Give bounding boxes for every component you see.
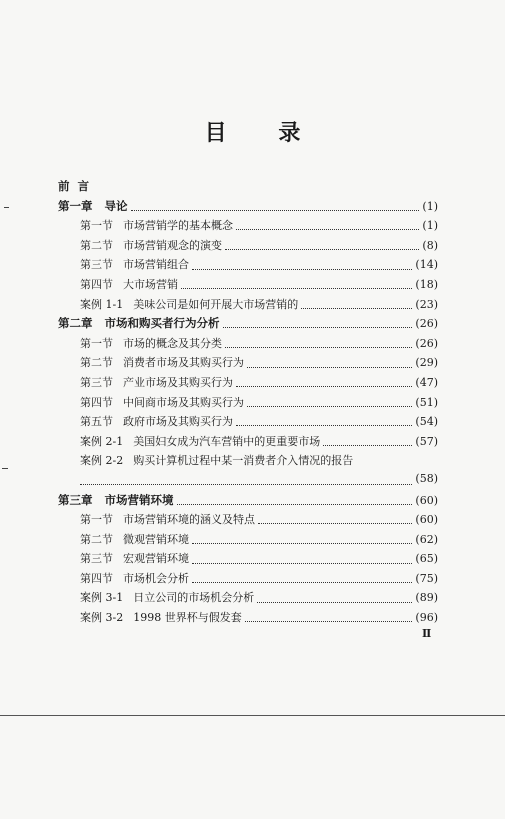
- toc-entry-row[interactable]: [58, 511, 438, 531]
- toc-entry-title: 产业市场及其购买行为: [123, 375, 233, 389]
- toc-entry-title: 市场营销学的基本概念: [123, 219, 233, 233]
- toc-entry-title: 购买计算机过程中某一消费者介入情况的报告: [133, 454, 354, 468]
- toc-page-number: (62): [415, 532, 438, 546]
- toc-entry-label: 第四节: [80, 277, 113, 291]
- toc-title: 目 录: [204, 120, 323, 146]
- toc-page-number: (96): [415, 611, 438, 625]
- toc-page-number: (51): [415, 395, 438, 409]
- dot-leader: [223, 327, 413, 328]
- dot-leader: [80, 484, 412, 485]
- toc-entry-row[interactable]: [58, 413, 438, 433]
- toc-entry-row[interactable]: [58, 570, 438, 590]
- dot-leader: [225, 249, 419, 250]
- toc-entry-row[interactable]: [58, 256, 438, 276]
- dot-leader: [258, 523, 412, 524]
- toc-entry-label: 案例 2-1: [80, 434, 124, 448]
- dot-leader: [236, 425, 412, 426]
- toc-entry-row[interactable]: [58, 394, 438, 414]
- toc-entry-label: 案例 1-1: [80, 297, 124, 311]
- toc-page-number: (60): [415, 493, 438, 507]
- dot-leader: [247, 367, 412, 368]
- toc-entry-title: 市场营销环境的涵义及特点: [123, 513, 255, 527]
- scan-mark: [2, 468, 8, 469]
- dot-leader: [236, 386, 412, 387]
- toc-page-number: (1): [422, 219, 438, 233]
- toc-entry-title: 导论: [104, 198, 128, 213]
- toc-entry-row[interactable]: [58, 609, 438, 629]
- toc-entry-title: 政府市场及其购买行为: [123, 415, 233, 429]
- toc-page-number: (65): [415, 552, 438, 566]
- page-folio: Ⅱ: [422, 627, 432, 640]
- toc-page-number: (75): [415, 571, 438, 585]
- toc-entry-row[interactable]: [58, 472, 438, 492]
- dot-leader: [181, 288, 412, 289]
- dot-leader: [192, 563, 412, 564]
- toc-entry-title: 中间商市场及其购买行为: [123, 395, 244, 409]
- toc-entry-label: 第三节: [80, 258, 113, 272]
- toc-preface-row[interactable]: [58, 178, 438, 198]
- toc-entry-row[interactable]: [58, 335, 438, 355]
- toc-chapter-row[interactable]: [58, 198, 438, 218]
- toc-page-number: (47): [415, 375, 438, 389]
- toc-entry-title: 市场营销组合: [123, 258, 189, 272]
- dot-leader: [247, 406, 412, 407]
- toc-entry-label: 第一节: [80, 219, 113, 233]
- toc-entry-title: 微观营销环境: [123, 532, 189, 546]
- toc-entry-title: 宏观营销环境: [123, 552, 189, 566]
- toc-entry-label: 第二节: [80, 532, 113, 546]
- toc-entry-row[interactable]: [58, 354, 438, 374]
- toc-entry-label: 第三节: [80, 552, 113, 566]
- toc-entry-row[interactable]: [58, 531, 438, 551]
- toc-entry-label: 第四节: [80, 395, 113, 409]
- dot-leader: [131, 210, 420, 211]
- toc-page-number: (89): [415, 591, 438, 605]
- toc-entry-label: 第一节: [80, 336, 113, 350]
- toc-entry-label: 案例 3-1: [80, 591, 124, 605]
- scan-mark: [4, 207, 9, 208]
- dot-leader: [192, 582, 412, 583]
- toc-entry-title: 消费者市场及其购买行为: [123, 356, 244, 370]
- toc-entry-row[interactable]: [58, 296, 438, 316]
- toc-entry-title: 美国妇女成为汽车营销中的更重要市场: [133, 434, 321, 448]
- toc-entry-row[interactable]: [58, 276, 438, 296]
- toc-chapter-row[interactable]: [58, 492, 438, 512]
- toc-entry-row[interactable]: [58, 433, 438, 453]
- toc-entry-row[interactable]: [58, 374, 438, 394]
- toc-page-number: (8): [422, 238, 438, 252]
- toc-entry-title: 美味公司是如何开展大市场营销的: [133, 297, 299, 311]
- toc-page-number: (26): [415, 317, 438, 331]
- toc-page-number: (29): [415, 356, 438, 370]
- toc-entry-row[interactable]: [58, 550, 438, 570]
- dot-leader: [177, 504, 413, 505]
- dot-leader: [245, 621, 413, 622]
- toc-entry-label: 第三节: [80, 375, 113, 389]
- toc-page-number: (18): [415, 277, 438, 291]
- toc-page-number: (60): [415, 513, 438, 527]
- bottom-rule: [0, 715, 505, 716]
- dot-leader: [225, 347, 412, 348]
- toc-entry-row[interactable]: [58, 237, 438, 257]
- toc-entry-label: 第二节: [80, 356, 113, 370]
- toc-entry-label: 第四节: [80, 571, 113, 585]
- toc-entry-label: 第一章: [58, 198, 93, 213]
- toc-entry-label: 第一节: [80, 513, 113, 527]
- toc-entry-row[interactable]: [58, 452, 438, 472]
- dot-leader: [192, 543, 412, 544]
- toc-entry-label: 第二章: [58, 316, 93, 331]
- toc-page-number: (58): [415, 471, 438, 485]
- toc-entry-title: 日立公司的市场机会分析: [133, 591, 255, 605]
- toc-entry-row[interactable]: [58, 217, 438, 237]
- toc-entry-label: 第三章: [58, 492, 93, 507]
- toc-page-number: (57): [415, 434, 438, 448]
- toc-entry-title: 大市场营销: [123, 277, 178, 291]
- toc-entry-row[interactable]: [58, 589, 438, 609]
- toc-page-number: (23): [415, 297, 438, 311]
- dot-leader: [236, 229, 419, 230]
- dot-leader: [257, 602, 412, 603]
- toc-chapter-row[interactable]: [58, 315, 438, 335]
- toc-page-number: (14): [415, 258, 438, 272]
- toc-page-number: (1): [422, 199, 438, 213]
- toc-entry-label: 前言: [58, 179, 97, 193]
- toc-entry-label: 案例 3-2: [80, 611, 124, 625]
- dot-leader: [301, 308, 412, 309]
- toc-page-number: (54): [415, 415, 438, 429]
- toc-entry-title: 1998 世界杯与假发套: [133, 611, 242, 625]
- toc-entry-label: 第五节: [80, 415, 113, 429]
- toc-entry-title: 市场营销观念的演变: [123, 238, 222, 252]
- toc-entry-title: 市场和购买者行为分析: [104, 316, 220, 331]
- dot-leader: [323, 445, 412, 446]
- toc-entry-title: 市场营销环境: [104, 492, 174, 507]
- toc-entry-label: 案例 2-2: [80, 454, 124, 468]
- table-of-contents: [58, 178, 438, 629]
- dot-leader: [192, 269, 412, 270]
- toc-entry-title: 市场机会分析: [123, 571, 189, 585]
- toc-entry-title: 市场的概念及其分类: [123, 336, 222, 350]
- toc-page-number: (26): [415, 336, 438, 350]
- toc-entry-label: 第二节: [80, 238, 113, 252]
